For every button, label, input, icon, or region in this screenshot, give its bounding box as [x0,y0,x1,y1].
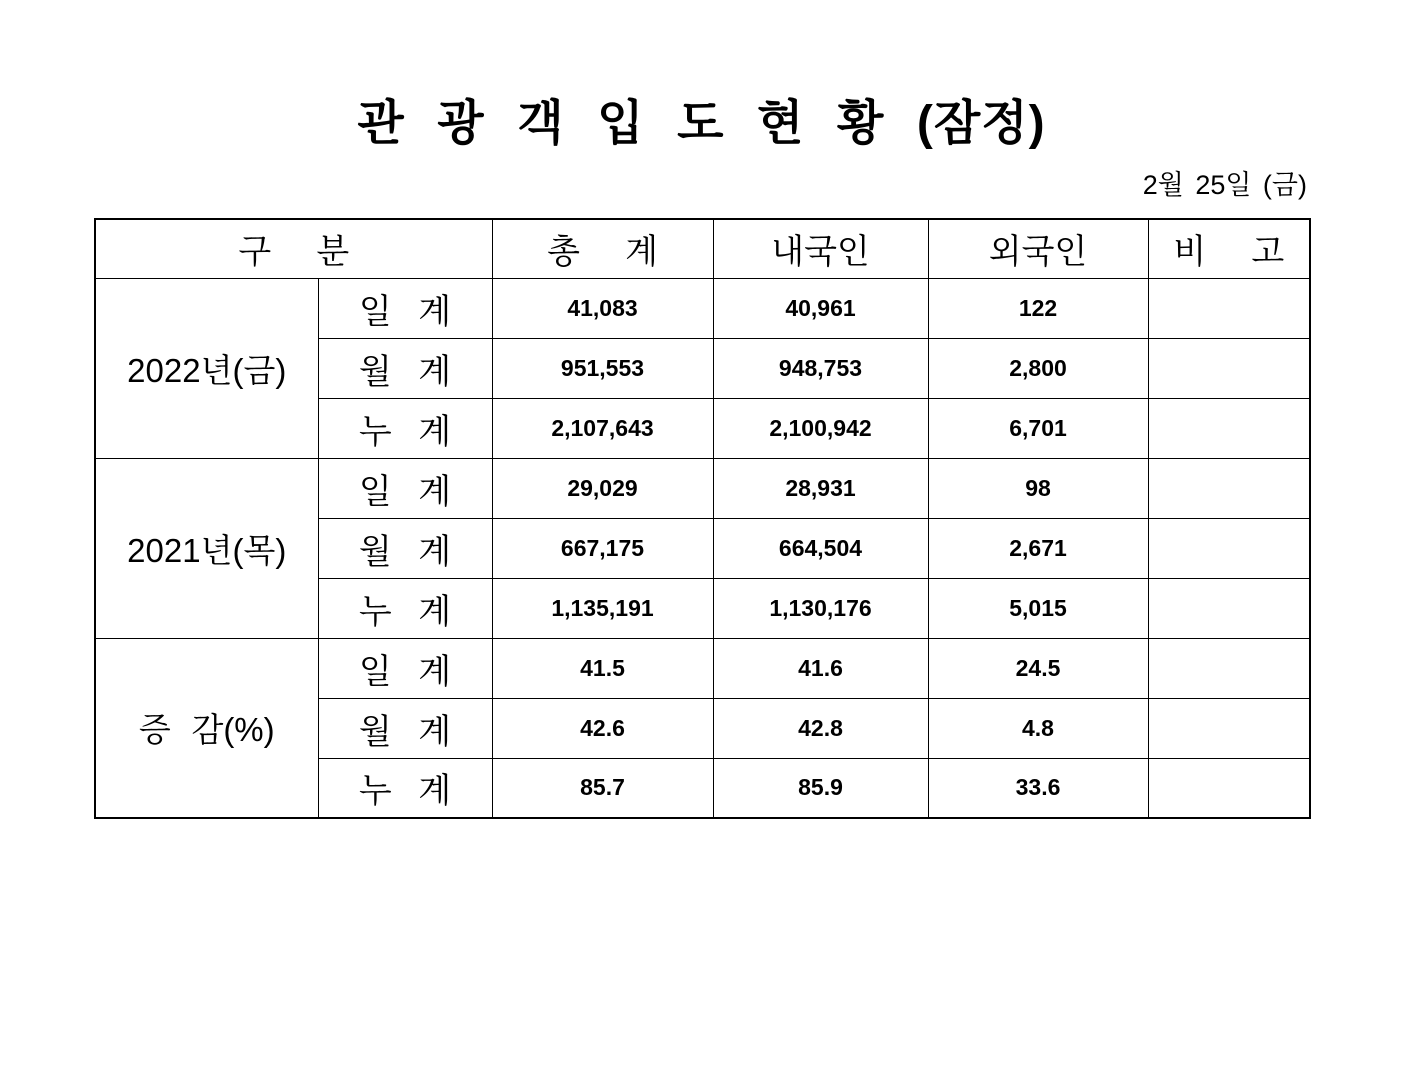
cell-foreign: 24.5 [928,638,1148,698]
cell-foreign: 2,671 [928,518,1148,578]
cell-note [1148,578,1310,638]
group-label-2022: 2022년(금) [95,278,318,458]
cell-note [1148,698,1310,758]
header-row [95,219,1310,278]
row-label-cumulative: 누 계 [318,758,492,818]
col-header-domestic: 내국인 [713,219,928,278]
table-row [95,638,1310,698]
cell-total: 2,107,643 [492,398,713,458]
cell-domestic: 28,931 [713,458,928,518]
cell-foreign: 98 [928,458,1148,518]
cell-total: 42.6 [492,698,713,758]
row-label-monthly: 월 계 [318,518,492,578]
cell-note [1148,278,1310,338]
cell-total: 1,135,191 [492,578,713,638]
cell-total: 41.5 [492,638,713,698]
cell-domestic: 40,961 [713,278,928,338]
cell-domestic: 85.9 [713,758,928,818]
cell-foreign: 4.8 [928,698,1148,758]
cell-total: 85.7 [492,758,713,818]
table-row [95,278,1310,338]
cell-foreign: 122 [928,278,1148,338]
cell-total: 951,553 [492,338,713,398]
cell-note [1148,398,1310,458]
col-header-foreign: 외국인 [928,219,1148,278]
cell-domestic: 41.6 [713,638,928,698]
group-label-change-pct: 증 감(%) [95,638,318,818]
cell-domestic: 42.8 [713,698,928,758]
row-label-cumulative: 누 계 [318,398,492,458]
cell-note [1148,518,1310,578]
cell-total: 667,175 [492,518,713,578]
row-label-daily: 일 계 [318,638,492,698]
cell-domestic: 664,504 [713,518,928,578]
row-label-monthly: 월 계 [318,338,492,398]
col-header-note: 비 고 [1148,219,1310,278]
page-title: 관 광 객 입 도 현 황 (잠정) [357,97,1046,150]
tourist-arrivals-table [94,218,1311,819]
cell-total: 29,029 [492,458,713,518]
row-label-monthly: 월 계 [318,698,492,758]
row-label-daily: 일 계 [318,278,492,338]
row-label-daily: 일 계 [318,458,492,518]
cell-total: 41,083 [492,278,713,338]
cell-domestic: 948,753 [713,338,928,398]
cell-domestic: 2,100,942 [713,398,928,458]
document-page [94,96,1309,819]
cell-note [1148,338,1310,398]
col-header-total: 총 계 [492,219,713,278]
row-label-cumulative: 누 계 [318,578,492,638]
cell-note [1148,758,1310,818]
group-label-2021: 2021년(목) [95,458,318,638]
report-date: 2월 25일 (금) [1142,170,1307,201]
cell-note [1148,458,1310,518]
table-row [95,458,1310,518]
cell-domestic: 1,130,176 [713,578,928,638]
cell-foreign: 2,800 [928,338,1148,398]
col-header-category: 구 분 [95,219,492,278]
cell-note [1148,638,1310,698]
cell-foreign: 5,015 [928,578,1148,638]
cell-foreign: 33.6 [928,758,1148,818]
cell-foreign: 6,701 [928,398,1148,458]
